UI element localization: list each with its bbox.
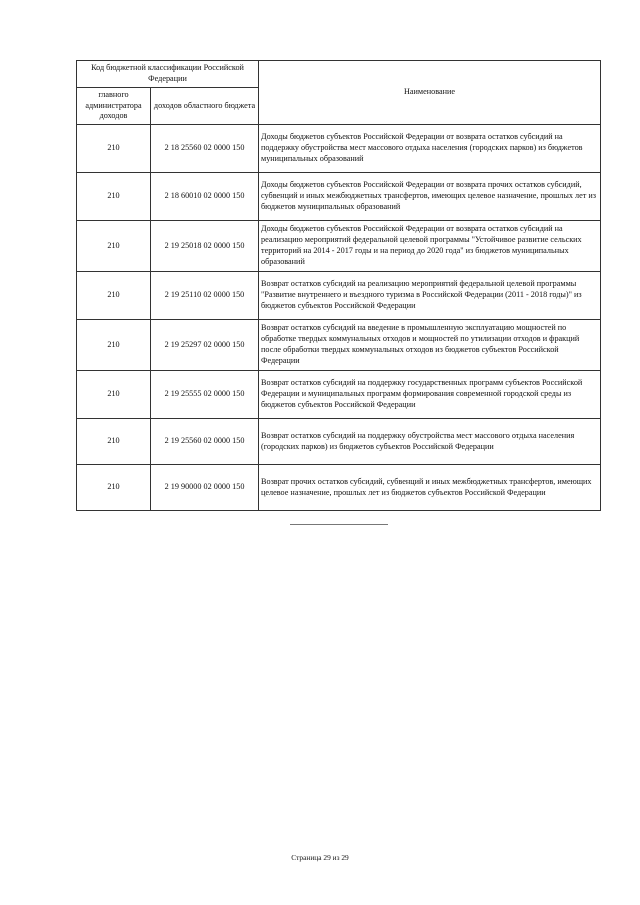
income-name-cell: Доходы бюджетов субъектов Российской Федерации от возврата остатков субсидий на поддержку обустройства мест массового отдыха населения (городских парков) из бюджетов муниципальных образований [259,125,601,173]
budget-classification-table [76,60,601,511]
income-name-cell: Доходы бюджетов субъектов Российской Федерации от возврата прочих остатков субсидий, субвенций и иных межбюджетных трансфертов, имеющих целевое назначение, прошлых лет из бюджетов муниципальных образований [259,173,601,221]
table-row [77,465,601,511]
header-admin-column: главного администратора доходов [77,88,151,125]
income-code-cell: 2 19 25555 02 0000 150 [151,371,259,419]
table-row [77,371,601,419]
table-row [77,320,601,371]
admin-code-cell: 210 [77,320,151,371]
income-name-cell: Возврат остатков субсидий на введение в промышленную эксплуатацию мощностей по обработке твердых коммунальных отходов и мощностей по утилизации отходов и фракций после обработки твердых коммунальных отходов из бюджетов субъектов Российской Федерации [259,320,601,371]
income-name-cell: Доходы бюджетов субъектов Российской Федерации от возврата остатков субсидий на реализацию мероприятий федеральной целевой программы "Устойчивое развитие сельских территорий на 2014 - 2017 годы и на период до 2020 года" из бюджетов муниципальных образований [259,221,601,272]
admin-code-cell: 210 [77,371,151,419]
end-of-document-divider [290,524,388,525]
header-classification-code: Код бюджетной классификации Российской Федерации [77,61,259,88]
admin-code-cell: 210 [77,173,151,221]
income-code-cell: 2 19 25110 02 0000 150 [151,272,259,320]
admin-code-cell: 210 [77,419,151,465]
income-code-cell: 2 19 25560 02 0000 150 [151,419,259,465]
table-row [77,221,601,272]
table-row [77,272,601,320]
header-name: Наименование [259,61,601,125]
admin-code-cell: 210 [77,125,151,173]
income-name-cell: Возврат остатков субсидий на реализацию мероприятий федеральной целевой программы "Развитие внутреннего и въездного туризма в Российской Федерации (2011 - 2018 годы)" из бюджетов субъектов Российской Федерации [259,272,601,320]
income-name-cell: Возврат остатков субсидий на поддержку обустройства мест массового отдыха населения (городских парков) из бюджетов субъектов Российской Федерации [259,419,601,465]
income-code-cell: 2 19 25018 02 0000 150 [151,221,259,272]
table-row [77,173,601,221]
income-name-cell: Возврат остатков субсидий на поддержку государственных программ субъектов Российской Федерации и муниципальных программ формирования современной городской среды из бюджетов субъектов Российской Федерации [259,371,601,419]
income-code-cell: 2 19 25297 02 0000 150 [151,320,259,371]
admin-code-cell: 210 [77,465,151,511]
header-income-column: доходов областного бюджета [151,88,259,125]
income-name-cell: Возврат прочих остатков субсидий, субвенций и иных межбюджетных трансфертов, имеющих целевое назначение, прошлых лет из бюджетов субъектов Российской Федерации [259,465,601,511]
income-code-cell: 2 18 25560 02 0000 150 [151,125,259,173]
table-row [77,125,601,173]
table-row [77,419,601,465]
income-code-cell: 2 18 60010 02 0000 150 [151,173,259,221]
admin-code-cell: 210 [77,272,151,320]
page-number-footer: Страница 29 из 29 [291,853,349,862]
admin-code-cell: 210 [77,221,151,272]
income-code-cell: 2 19 90000 02 0000 150 [151,465,259,511]
